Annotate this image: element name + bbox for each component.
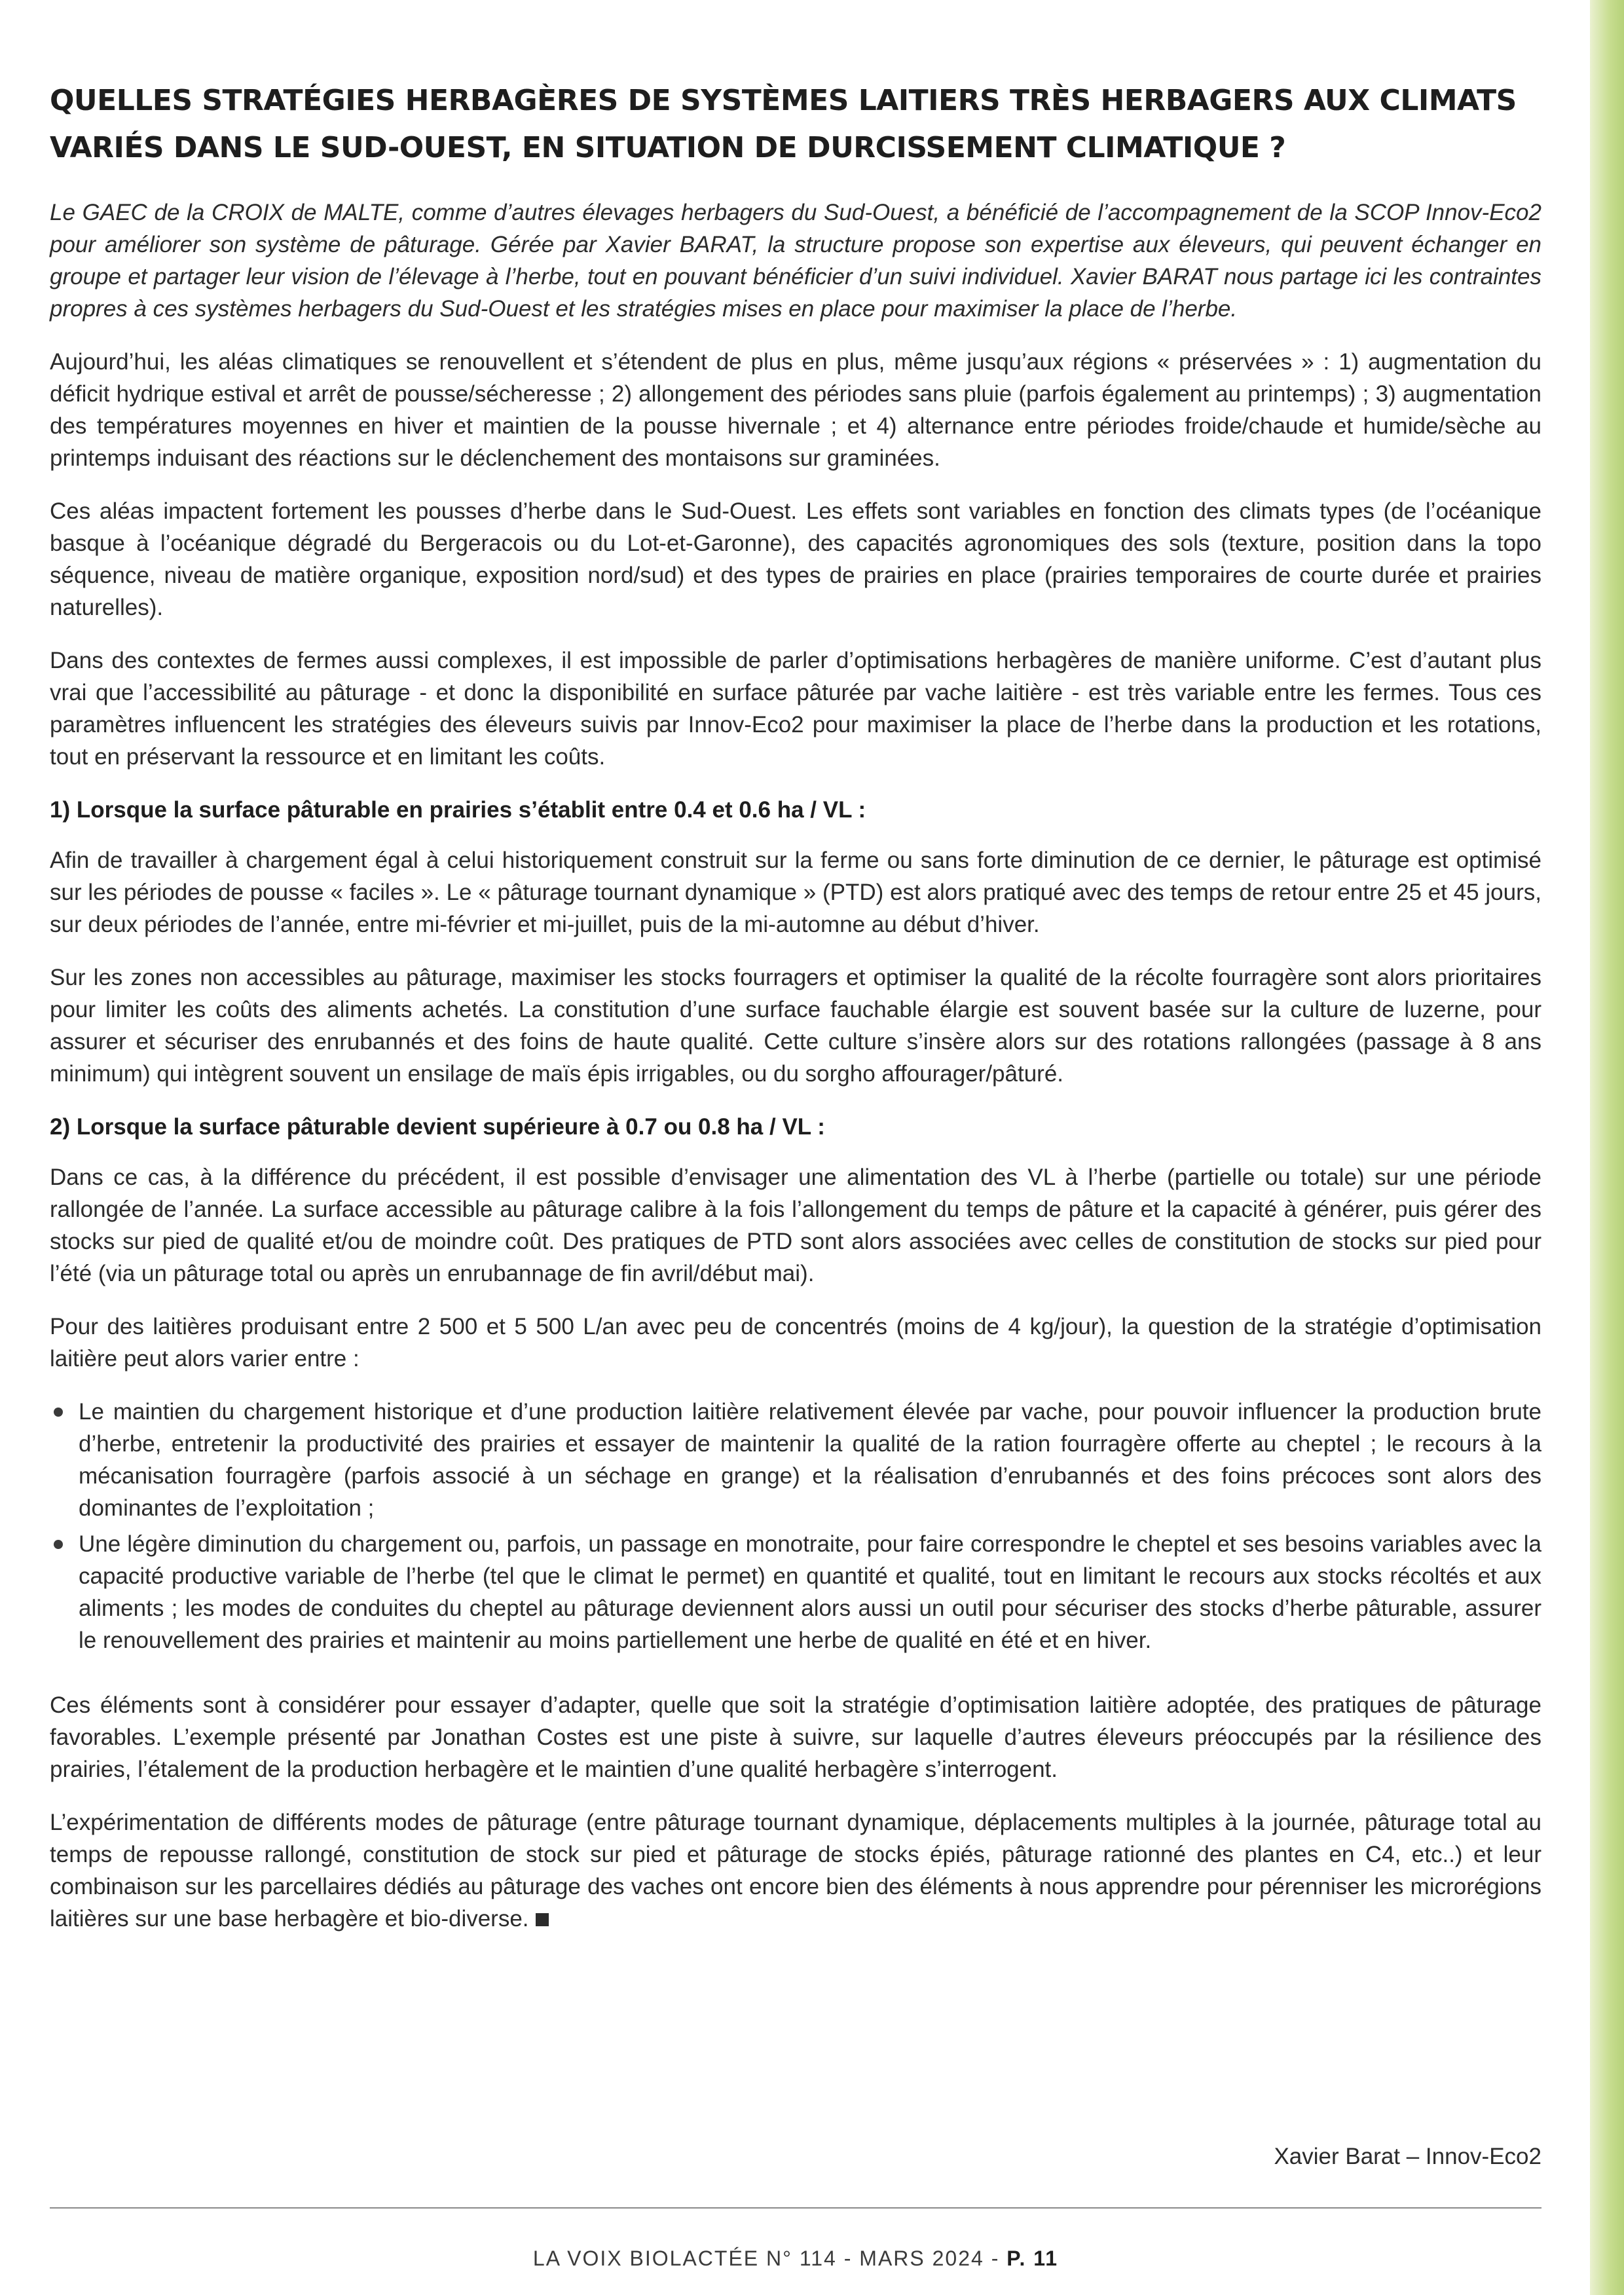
bullet-icon [54,1540,63,1549]
list-item-text: Une légère diminution du chargement ou, parfois, un passage en monotraite, pour faire correspondre le cheptel et ses besoins variables avec la capacité productive variable de l’herbe (tel que le climat le permet) en quantité et qualité, tout en limitant le recours aux stocks récoltés et aux aliments ; les modes de conduites du cheptel au pâturage deviennent alors aussi un outil pour sécuriser des stocks d’herbe pâturable, assurer le renouvellement des prairies et maintenir au moins partiellement une herbe de qualité en été et en hiver. [79,1531,1541,1653]
paragraph-fodder-stocks: Sur les zones non accessibles au pâturage, maximiser les stocks fourragers et optimiser la qualité de la récolte fourragère sont alors prioritaires pour limiter les coûts des aliments achetés. La constitution d’une surface fauchable élargie est souvent basée sur la culture de luzerne, pour assurer et sécuriser des enrubannés et des foins de haute qualité. Cette culture s’insère alors sur des rotations rallongées (passage à 8 ans minimum) qui intègrent souvent un ensilage de maïs épis irrigables, ou du sorgho affourager/pâturé. [50,965,1541,1087]
author-signature: Xavier Barat – Innov-Eco2 [1274,2144,1541,2169]
paragraph-climate-hazards: Aujourd’hui, les aléas climatiques se renouvellent et s’étendent de plus en plus, même jusqu’aux régions « préservées » : 1) augmentation du déficit hydrique estival et arrêt de pousse/sécheresse ; 2) allongement des périodes sans pluie (parfois également au printemps) ; 3) augmentation des températures moyennes en hiver et maintien de la pousse hivernale ; et 4) alternance entre périodes froide/chaude et humide/sèche au printemps induisant des réactions sur le déclenchement des montaisons sur graminées. [50,349,1541,471]
publication-info: LA VOIX BIOLACTÉE N° 114 - MARS 2024 - [532,2247,1007,2270]
paragraph-experimentation-text: L’expérimentation de différents modes de pâturage (entre pâturage tournant dynamique, déplacements multiples à la journée, pâturage total au temps de repousse rallongé, constitution de stock sur pied et pâturage de stocks épiés, pâturage rationné des plantes en C4, etc..) et leur combinaison sur les parcellaires dédiés au pâturage des vaches ont encore bien des éléments à nous apprendre pour pérenniser les microrégions laitières sur une base herbagère et bio-diverse. [50,1810,1541,1931]
article-title: QUELLES STRATÉGIES HERBAGÈRES DE SYSTÈMES LAITIERS TRÈS HERBAGERS AUX CLIMATS VARIÉS DANS LE SUD-OUEST, EN SITUATION DE DURCISSEMENT CLIMATIQUE ? [50,84,1517,164]
footer-divider [50,2207,1541,2209]
paragraph-farm-contexts: Dans des contextes de fermes aussi complexes, il est impossible de parler d’optimisations herbagères de manière uniforme. C’est d’autant plus vrai que l’accessibilité au pâturage - et donc la disponibilité en surface pâturée par vache laitière - est très variable entre les fermes. Tous ces paramètres influencent les stratégies des éleveurs suivis par Innov-Eco2 pour maximiser la place de l’herbe dans la production et les rotations, tout en préservant la ressource et en limitant les coûts. [50,648,1541,770]
subheading-case-1: 1) Lorsque la surface pâturable en prairies s’établit entre 0.4 et 0.6 ha / VL : [50,797,866,823]
list-item [50,1396,1541,1524]
paragraph-adaptation: Ces éléments sont à considérer pour essayer d’adapter, quelle que soit la stratégie d’optimisation laitière adoptée, des pratiques de pâturage favorables. L’exemple présenté par Jonathan Costes est une piste à suivre, sur laquelle d’autres éleveurs préoccupés par la résilience des prairies, l’étalement de la production herbagère et le maintien d’une qualité herbagère s’interrogent. [50,1692,1541,1782]
article-body [50,196,1541,1956]
paragraph-ptd: Afin de travailler à chargement égal à celui historiquement construit sur la ferme ou sans forte diminution de ce dernier, le pâturage est optimisé sur les périodes de pousse « faciles ». Le « pâturage tournant dynamique » (PTD) est alors pratiqué avec des temps de retour entre 25 et 45 jours, sur deux périodes de l’année, entre mi-février et mi-juillet, puis de la mi-automne au début d’hiver. [50,848,1541,937]
strategy-list [50,1396,1541,1656]
paragraph-dairy-strategy: Pour des laitières produisant entre 2 500 et 5 500 L/an avec peu de concentrés (moins de 4 kg/jour), la question de la stratégie d’optimisation laitière peut alors varier entre : [50,1314,1541,1371]
list-item-text: Le maintien du chargement historique et d’une production laitière relativement élevée par vache, pour pouvoir influencer la production brute d’herbe, entretenir la productivité des prairies et essayer de maintenir la qualité de la ration fourragère offerte au cheptel ; le recours à la mécanisation fourragère (parfois associé à un séchage en grange) et la réalisation d’enrubannés et des foins précoces sont alors des dominantes de l’exploitation ; [79,1399,1541,1521]
end-of-article-square-icon [536,1913,549,1926]
page-footer [50,2247,1541,2271]
page-number: P. 11 [1006,2247,1059,2270]
paragraph-grass-feeding: Dans ce cas, à la différence du précédent, il est possible d’envisager une alimentation des VL à l’herbe (partielle ou totale) sur une période rallongée de l’année. La surface accessible au pâturage calibre à la fois l’allongement du temps de pâture et la capacité à générer, puis gérer des stocks sur pied de qualité et/ou de moindre coût. Des pratiques de PTD sont alors associées avec celles de constitution de stocks sur pied pour l’été (via un pâturage total ou après un enrubannage de fin avril/début mai). [50,1165,1541,1286]
paragraph-experimentation [50,1806,1541,1935]
page-edge-strip [1590,0,1624,2295]
list-item [50,1528,1541,1656]
intro-paragraph: Le GAEC de la CROIX de MALTE, comme d’autres élevages herbagers du Sud-Ouest, a bénéficié de l’accompagnement de la SCOP Innov-Eco2 pour améliorer son système de pâturage. Gérée par Xavier BARAT, la structure propose son expertise aux éleveurs, qui peuvent échanger en groupe et partager leur vision de l’élevage à l’herbe, tout en pouvant bénéficier d’un suivi individuel. Xavier BARAT nous partage ici les contraintes propres à ces systèmes herbagers du Sud-Ouest et les stratégies mises en place pour maximiser la place de l’herbe. [50,200,1541,322]
paragraph-grass-growth: Ces aléas impactent fortement les pousses d’herbe dans le Sud-Ouest. Les effets sont variables en fonction des climats types (de l’océanique basque à l’océanique dégradé du Bergeracois ou du Lot-et-Garonne), des capacités agronomiques des sols (texture, position dans la topo séquence, niveau de matière organique, exposition nord/sud) et des types de prairies en place (prairies temporaires de courte durée et prairies naturelles). [50,498,1541,620]
bullet-icon [54,1408,63,1417]
subheading-case-2: 2) Lorsque la surface pâturable devient supérieure à 0.7 ou 0.8 ha / VL : [50,1114,825,1140]
